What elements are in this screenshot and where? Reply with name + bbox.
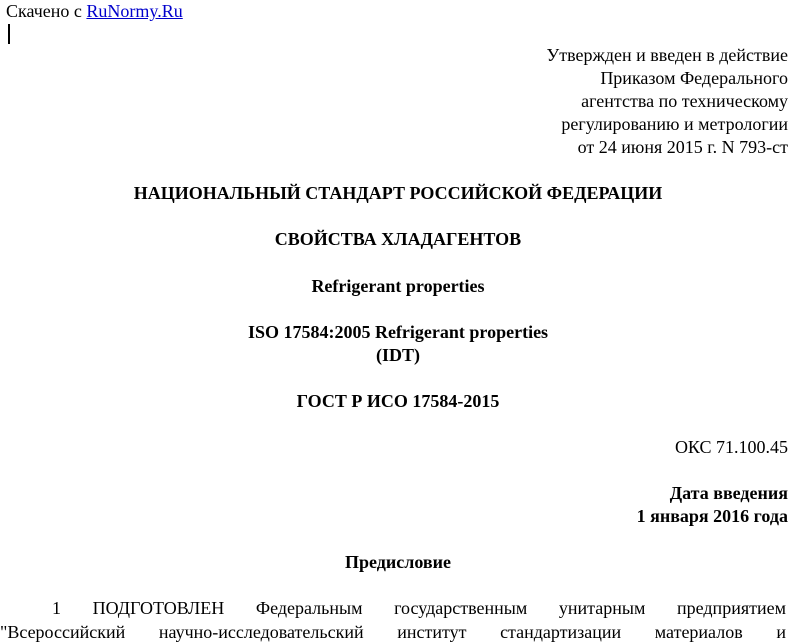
paragraph-line <box>0 620 786 644</box>
effective-date: 1 января 2016 года <box>636 506 788 526</box>
word: унитарным <box>558 598 646 618</box>
national-standard-heading: НАЦИОНАЛЬНЫЙ СТАНДАРТ РОССИЙСКОЙ ФЕДЕРАЦИИ <box>133 183 663 203</box>
word: Федеральным <box>255 598 363 618</box>
approval-block <box>388 44 788 159</box>
oks-code: ОКС 71.100.45 <box>674 437 788 457</box>
standard-title-en: Refrigerant properties <box>311 276 485 296</box>
foreword-paragraph <box>0 596 786 644</box>
word: научно-исследовательский <box>158 622 364 642</box>
source-link[interactable]: RuNormy.Ru <box>86 1 183 21</box>
paragraph-line <box>0 596 786 620</box>
word: государственным <box>394 598 528 618</box>
approval-line: Утвержден и введен в действие <box>546 45 788 65</box>
text-cursor <box>8 24 10 44</box>
word: и <box>776 622 786 642</box>
iso-reference: ISO 17584:2005 Refrigerant properties <box>247 322 549 342</box>
approval-line: от 24 июня 2015 г. N 793-ст <box>577 137 788 157</box>
word: ПОДГОТОВЛЕН <box>92 598 225 618</box>
gost-number: ГОСТ Р ИСО 17584-2015 <box>296 391 500 411</box>
source-prefix: Скачено с <box>6 1 87 21</box>
word: "Всероссийский <box>0 622 126 642</box>
word: стандартизации <box>500 622 622 642</box>
idt-marker: (IDT) <box>376 345 420 365</box>
effective-date-label: Дата введения <box>669 483 788 503</box>
source-line <box>6 0 183 22</box>
standard-title-ru: СВОЙСТВА ХЛАДАГЕНТОВ <box>274 229 522 249</box>
word: материалов <box>654 622 743 642</box>
word: 1 <box>52 598 61 618</box>
approval-line: регулированию и метрологии <box>561 114 788 134</box>
word: институт <box>397 622 467 642</box>
approval-line: Приказом Федерального <box>600 68 788 88</box>
word: предприятием <box>677 598 786 618</box>
approval-line: агентства по техническому <box>581 91 788 111</box>
foreword-heading: Предисловие <box>345 552 451 572</box>
